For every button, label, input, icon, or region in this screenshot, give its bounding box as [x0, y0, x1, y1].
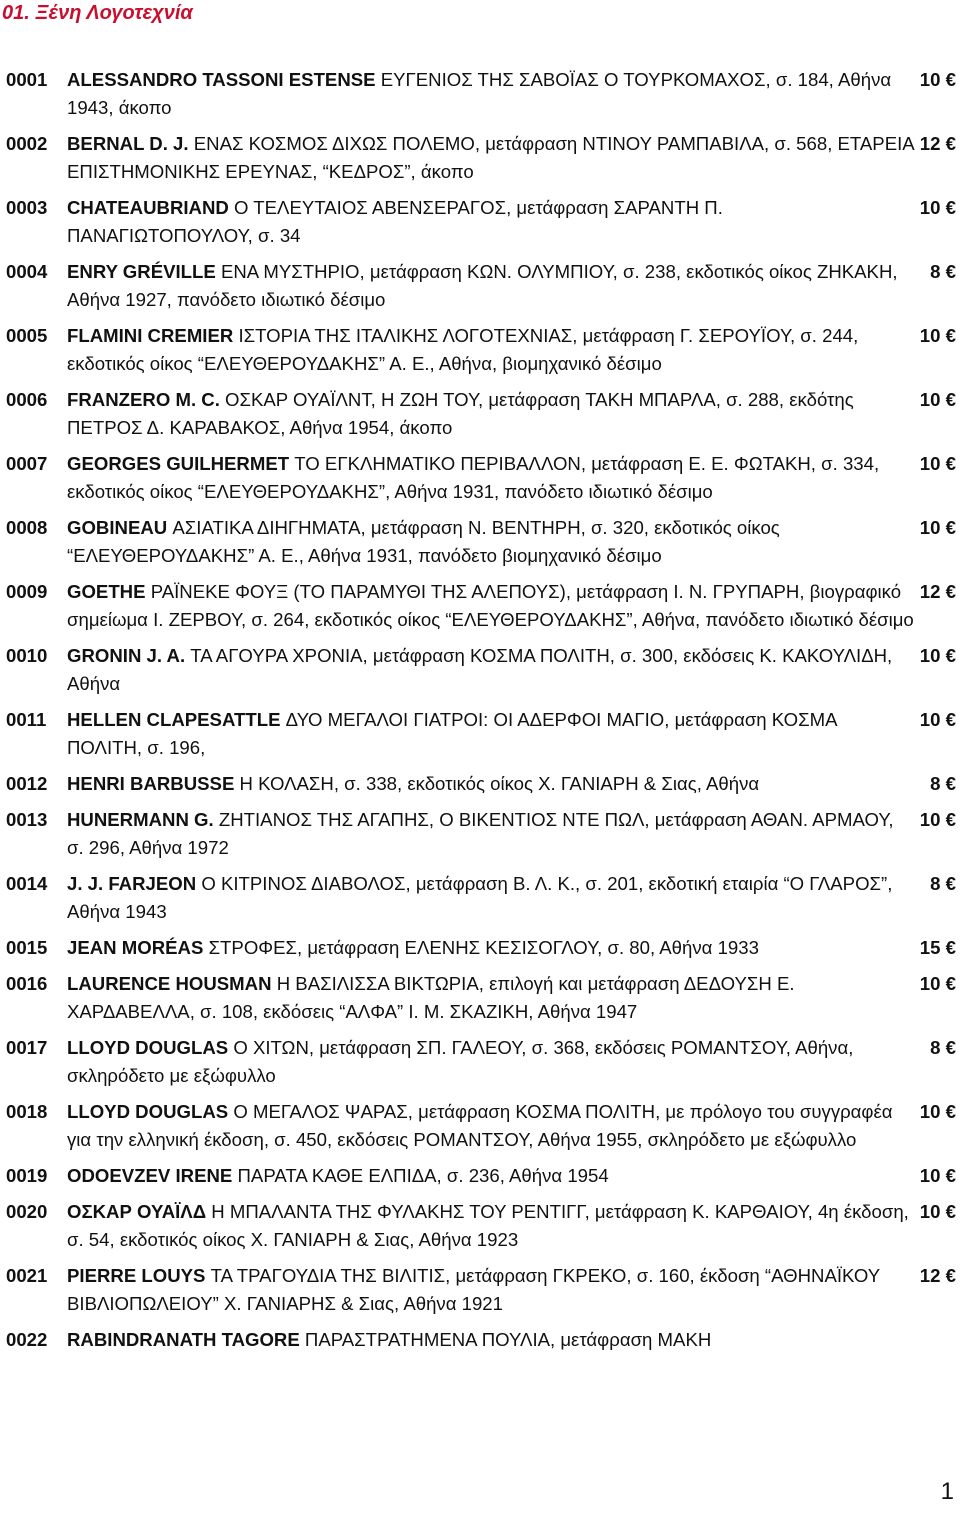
entry-price	[914, 1198, 956, 1226]
catalog-entry	[6, 450, 956, 506]
entry-description: ΟΣΚΑΡ ΟΥΑΪΛΝΤ, Η ΖΩΗ ΤΟΥ, μετάφραση ΤΑΚΗ ΜΠΑΡΛΑ, σ. 288, εκδότης ΠΕΤΡΟΣ Δ. ΚΑΡΑΒΑΚΟΣ, Αθήνα 1954, άκοπο	[67, 389, 854, 438]
entry-description: ΖΗΤΙΑΝΟΣ ΤΗΣ ΑΓΑΠΗΣ, Ο ΒΙΚΕΝΤΙΟΣ ΝΤΕ ΠΩΛ, μετάφραση ΑΘΑΝ. ΑΡΜΑΟΥ, σ. 296, Αθήνα 1972	[67, 809, 894, 858]
entry-author: GOBINEAU	[67, 517, 168, 538]
price-amount: 12	[919, 133, 941, 154]
entry-author: GOETHE	[67, 581, 146, 602]
catalog-entry	[6, 130, 956, 186]
entry-author: CHATEAUBRIAND	[67, 197, 229, 218]
euro-currency-symbol: €	[945, 69, 956, 90]
entry-code: 0014	[6, 873, 48, 894]
euro-currency-symbol: €	[945, 973, 956, 994]
entry-author: JEAN MORÉAS	[67, 937, 204, 958]
entry-author: HUNERMANN G.	[67, 809, 214, 830]
entry-price	[914, 1262, 956, 1290]
catalog-entry	[6, 1262, 956, 1318]
entry-description: Η ΚΟΛΑΣΗ, σ. 338, εκδοτικός οίκος Χ. ΓΑΝΙΑΡΗ & Σιας, Αθήνα	[239, 773, 760, 794]
catalog-entry	[6, 1326, 956, 1354]
price-amount: 10	[919, 973, 941, 994]
entry-author: ALESSANDRO TASSONI ESTENSE	[67, 69, 376, 90]
entry-description: ΕΝΑΣ ΚΟΣΜΟΣ ΔΙΧΩΣ ΠΟΛΕΜΟ, μετάφραση ΝΤΙΝΟΥ ΡΑΜΠΑΒΙΛΑ, σ. 568, ΕΤΑΡΕΙΑ ΕΠΙΣΤΗΜΟΝΙΚΗΣ ΕΡΕΥΝΑΣ, “ΚΕΔΡΟΣ”, άκοπο	[67, 133, 914, 182]
catalog-entry	[6, 1162, 956, 1190]
euro-currency-symbol: €	[945, 645, 956, 666]
entry-description: Η ΒΑΣΙΛΙΣΣΑ ΒΙΚΤΩΡΙΑ, επιλογή και μετάφραση ΔΕΔΟΥΣΗ Ε. ΧΑΡΔΑΒΕΛΛΑ, σ. 108, εκδόσεις “ΑΛΦΑ” Ι. Μ. ΣΚΑΖΙΚΗ, Αθήνα 1947	[67, 973, 795, 1022]
euro-currency-symbol: €	[945, 1201, 956, 1222]
price-amount: 10	[919, 809, 941, 830]
entry-price	[914, 934, 956, 962]
entry-author: GEORGES GUILHERMET	[67, 453, 290, 474]
price-amount: 10	[919, 645, 941, 666]
catalog-list	[6, 66, 956, 1362]
entry-description: ΡΑΪΝΕΚΕ ΦΟΥΞ (ΤΟ ΠΑΡΑΜΥΘΙ ΤΗΣ ΑΛΕΠΟΥΣ), μετάφραση Ι. Ν. ΓΡΥΠΑΡΗ, βιογραφικό σημείωμα Ι. ΖΕΡΒΟΥ, σ. 264, εκδοτικός οίκος “ΕΛΕΥΘΕΡΟΥΔΑΚΗΣ”, Αθήνα, πανόδετο ιδιωτικό δέσιμο	[67, 581, 914, 630]
entry-author: BERNAL D. J.	[67, 133, 189, 154]
entry-price	[914, 450, 956, 478]
entry-author: J. J. FARJEON	[67, 873, 197, 894]
euro-currency-symbol: €	[945, 937, 956, 958]
catalog-entry	[6, 514, 956, 570]
entry-code: 0007	[6, 453, 48, 474]
euro-currency-symbol: €	[945, 1101, 956, 1122]
entry-description: ΤΑ ΤΡΑΓΟΥΔΙΑ ΤΗΣ ΒΙΛΙΤΙΣ, μετάφραση ΓΚΡΕΚΟ, σ. 160, έκδοση “ΑΘΗΝΑΪΚΟΥ ΒΙΒΛΙΟΠΩΛΕΙΟΥ” Χ. ΓΑΝΙΑΡΗΣ & Σιας, Αθήνα 1921	[67, 1265, 880, 1314]
entry-author: ODOEVZEV IRENE	[67, 1165, 233, 1186]
entry-price	[914, 514, 956, 542]
entry-code: 0018	[6, 1101, 48, 1122]
entry-code: 0003	[6, 197, 48, 218]
entry-price	[914, 1162, 956, 1190]
entry-price	[924, 870, 956, 898]
price-amount: 10	[919, 197, 941, 218]
catalog-entry	[6, 386, 956, 442]
euro-currency-symbol: €	[945, 1265, 956, 1286]
entry-code: 0012	[6, 773, 48, 794]
price-amount: 10	[919, 1101, 941, 1122]
entry-code: 0019	[6, 1165, 48, 1186]
price-amount: 12	[919, 1265, 941, 1286]
price-amount: 10	[919, 1165, 941, 1186]
catalog-entry	[6, 970, 956, 1026]
entry-author: PIERRE LOUYS	[67, 1265, 206, 1286]
catalog-entry	[6, 770, 956, 798]
entry-price	[914, 194, 956, 222]
euro-currency-symbol: €	[945, 325, 956, 346]
price-amount: 8	[930, 1037, 941, 1058]
entry-code: 0002	[6, 133, 48, 154]
entry-author: ENRY GRÉVILLE	[67, 261, 216, 282]
entry-price	[914, 130, 956, 158]
entry-author: ΟΣΚΑΡ ΟΥΑΪΛΔ	[67, 1201, 207, 1222]
page-number: 1	[940, 1478, 954, 1505]
entry-description: ΑΣΙΑΤΙΚΑ ΔΙΗΓΗΜΑΤΑ, μετάφραση Ν. ΒΕΝΤΗΡΗ, σ. 320, εκδοτικός οίκος “ΕΛΕΥΘΕΡΟΥΔΑΚΗΣ” Α. Ε., Αθήνα 1931, πανόδετο βιομηχανικό δέσιμο	[67, 517, 780, 566]
price-amount: 8	[930, 773, 941, 794]
euro-currency-symbol: €	[945, 873, 956, 894]
entry-price	[914, 806, 956, 834]
entry-code: 0004	[6, 261, 48, 282]
entry-price	[914, 970, 956, 998]
price-amount: 12	[919, 581, 941, 602]
entry-description: ΤΟ ΕΓΚΛΗΜΑΤΙΚΟ ΠΕΡΙΒΑΛΛΟΝ, μετάφραση Ε. Ε. ΦΩΤΑΚΗ, σ. 334, εκδοτικός οίκος “ΕΛΕΥΘΕΡΟΥΔΑΚΗΣ”, Αθήνα 1931, πανόδετο ιδιωτικό δέσιμο	[67, 453, 880, 502]
entry-price	[914, 322, 956, 350]
entry-description: ΔΥΟ ΜΕΓΑΛΟΙ ΓΙΑΤΡΟΙ: ΟΙ ΑΔΕΡΦΟΙ ΜΑΓΙΟ, μετάφραση ΚΟΣΜΑ ΠΟΛΙΤΗ, σ. 196,	[67, 709, 837, 758]
entry-price	[914, 66, 956, 94]
entry-description: ΠΑΡΑΤΑ ΚΑΘΕ ΕΛΠΙΔΑ, σ. 236, Αθήνα 1954	[237, 1165, 609, 1186]
euro-currency-symbol: €	[945, 261, 956, 282]
entry-price	[914, 1098, 956, 1126]
entry-code: 0005	[6, 325, 48, 346]
entry-author: HENRI BARBUSSE	[67, 773, 235, 794]
entry-description: Ο ΚΙΤΡΙΝΟΣ ΔΙΑΒΟΛΟΣ, μετάφραση Β. Λ. Κ., σ. 201, εκδοτική εταιρία “Ο ΓΛΑΡΟΣ”, Αθήνα 1943	[67, 873, 893, 922]
price-amount: 10	[919, 453, 941, 474]
price-amount: 10	[919, 709, 941, 730]
catalog-entry	[6, 194, 956, 250]
entry-author: LLOYD DOUGLAS	[67, 1037, 229, 1058]
entry-description: Η ΜΠΑΛΑΝΤΑ ΤΗΣ ΦΥΛΑΚΗΣ ΤΟΥ ΡΕΝΤΙΓΓ, μετάφραση Κ. ΚΑΡΘΑΙΟΥ, 4η έκδοση, σ. 54, εκδοτικός οίκος Χ. ΓΑΝΙΑΡΗ & Σιας, Αθήνα 1923	[67, 1201, 909, 1250]
entry-description: ΤΑ ΑΓΟΥΡΑ ΧΡΟΝΙΑ, μετάφραση ΚΟΣΜΑ ΠΟΛΙΤΗ, σ. 300, εκδόσεις Κ. ΚΑΚΟΥΛΙΔΗ, Αθήνα	[67, 645, 893, 694]
catalog-entry	[6, 1098, 956, 1154]
entry-code: 0017	[6, 1037, 48, 1058]
euro-currency-symbol: €	[945, 1037, 956, 1058]
euro-currency-symbol: €	[945, 197, 956, 218]
entry-description: ΕΝΑ ΜΥΣΤΗΡΙΟ, μετάφραση ΚΩΝ. ΟΛΥΜΠΙΟΥ, σ. 238, εκδοτικός οίκος ΖΗΚΑΚΗ, Αθήνα 1927, πανόδετο ιδιωτικό δέσιμο	[67, 261, 898, 310]
price-amount: 8	[930, 873, 941, 894]
price-amount: 8	[930, 261, 941, 282]
entry-code: 0015	[6, 937, 48, 958]
entry-code: 0011	[6, 709, 47, 730]
entry-author: FRANZERO M. C.	[67, 389, 220, 410]
entry-code: 0022	[6, 1329, 48, 1350]
entry-author: HELLEN CLAPESATTLE	[67, 709, 281, 730]
entry-author: LLOYD DOUGLAS	[67, 1101, 229, 1122]
entry-price	[914, 706, 956, 734]
entry-code: 0008	[6, 517, 48, 538]
catalog-entry	[6, 806, 956, 862]
entry-code: 0006	[6, 389, 48, 410]
catalog-entry	[6, 870, 956, 926]
entry-description: ΕΥΓΕΝΙΟΣ ΤΗΣ ΣΑΒΟΪΑΣ Ο ΤΟΥΡΚΟΜΑΧΟΣ, σ. 184, Αθήνα 1943, άκοπο	[67, 69, 892, 118]
euro-currency-symbol: €	[945, 517, 956, 538]
euro-currency-symbol: €	[945, 453, 956, 474]
euro-currency-symbol: €	[945, 709, 956, 730]
entry-author: RABINDRANATH TAGORE	[67, 1329, 300, 1350]
entry-price	[914, 578, 956, 606]
entry-price	[914, 642, 956, 670]
euro-currency-symbol: €	[945, 773, 956, 794]
euro-currency-symbol: €	[945, 389, 956, 410]
entry-description: Ο ΤΕΛΕΥΤΑΙΟΣ ΑΒΕΝΣΕΡΑΓΟΣ, μετάφραση ΣΑΡΑΝΤΗ Π. ΠΑΝΑΓΙΩΤΟΠΟΥΛΟΥ, σ. 34	[67, 197, 723, 246]
entry-description: ΙΣΤΟΡΙΑ ΤΗΣ ΙΤΑΛΙΚΗΣ ΛΟΓΟΤΕΧΝΙΑΣ, μετάφραση Γ. ΣΕΡΟΥΪΟΥ, σ. 244, εκδοτικός οίκος “ΕΛΕΥΘΕΡΟΥΔΑΚΗΣ” Α. Ε., Αθήνα, βιομηχανικό δέσιμο	[67, 325, 859, 374]
catalog-entry	[6, 258, 956, 314]
entry-code: 0016	[6, 973, 48, 994]
entry-author: LAURENCE HOUSMAN	[67, 973, 272, 994]
catalog-entry	[6, 706, 956, 762]
entry-author: FLAMINI CREMIER	[67, 325, 234, 346]
entry-code: 0021	[6, 1265, 48, 1286]
euro-currency-symbol: €	[945, 1165, 956, 1186]
price-amount: 10	[919, 325, 941, 346]
entry-description: ΣΤΡΟΦΕΣ, μετάφραση ΕΛΕΝΗΣ ΚΕΣΙΣΟΓΛΟΥ, σ. 80, Αθήνα 1933	[208, 937, 759, 958]
entry-code: 0013	[6, 809, 48, 830]
entry-code: 0010	[6, 645, 48, 666]
entry-description: ΠΑΡΑΣΤΡΑΤΗΜΕΝΑ ΠΟΥΛΙΑ, μετάφραση ΜΑΚΗ	[304, 1329, 712, 1350]
section-title: 01. Ξένη Λογοτεχνία	[2, 2, 193, 24]
price-amount: 15	[919, 937, 941, 958]
entry-price	[924, 770, 956, 798]
euro-currency-symbol: €	[945, 581, 956, 602]
euro-currency-symbol: €	[945, 133, 956, 154]
entry-price	[914, 386, 956, 414]
entry-description: Ο ΜΕΓΑΛΟΣ ΨΑΡΑΣ, μετάφραση ΚΟΣΜΑ ΠΟΛΙΤΗ, με πρόλογο του συγγραφέα για την ελληνική έκδοση, σ. 450, εκδόσεις ΡΟΜΑΝΤΣΟΥ, Αθήνα 1955, σκληρόδετο με εξώφυλλο	[67, 1101, 893, 1150]
entry-price	[924, 258, 956, 286]
entry-code: 0020	[6, 1201, 48, 1222]
catalog-entry	[6, 1034, 956, 1090]
price-amount: 10	[919, 389, 941, 410]
catalog-entry	[6, 66, 956, 122]
catalog-entry	[6, 642, 956, 698]
entry-code: 0001	[6, 69, 48, 90]
entry-author: GRONIN J. A.	[67, 645, 186, 666]
entry-code: 0009	[6, 581, 48, 602]
euro-currency-symbol: €	[945, 809, 956, 830]
price-amount: 10	[919, 1201, 941, 1222]
catalog-entry	[6, 578, 956, 634]
catalog-entry	[6, 934, 956, 962]
price-amount: 10	[919, 69, 941, 90]
entry-description: Ο ΧΙΤΩΝ, μετάφραση ΣΠ. ΓΑΛΕΟΥ, σ. 368, εκδόσεις ΡΟΜΑΝΤΣΟΥ, Αθήνα, σκληρόδετο με εξώφυλλο	[67, 1037, 854, 1086]
price-amount: 10	[919, 517, 941, 538]
entry-price	[924, 1034, 956, 1062]
catalog-entry	[6, 1198, 956, 1254]
catalog-entry	[6, 322, 956, 378]
